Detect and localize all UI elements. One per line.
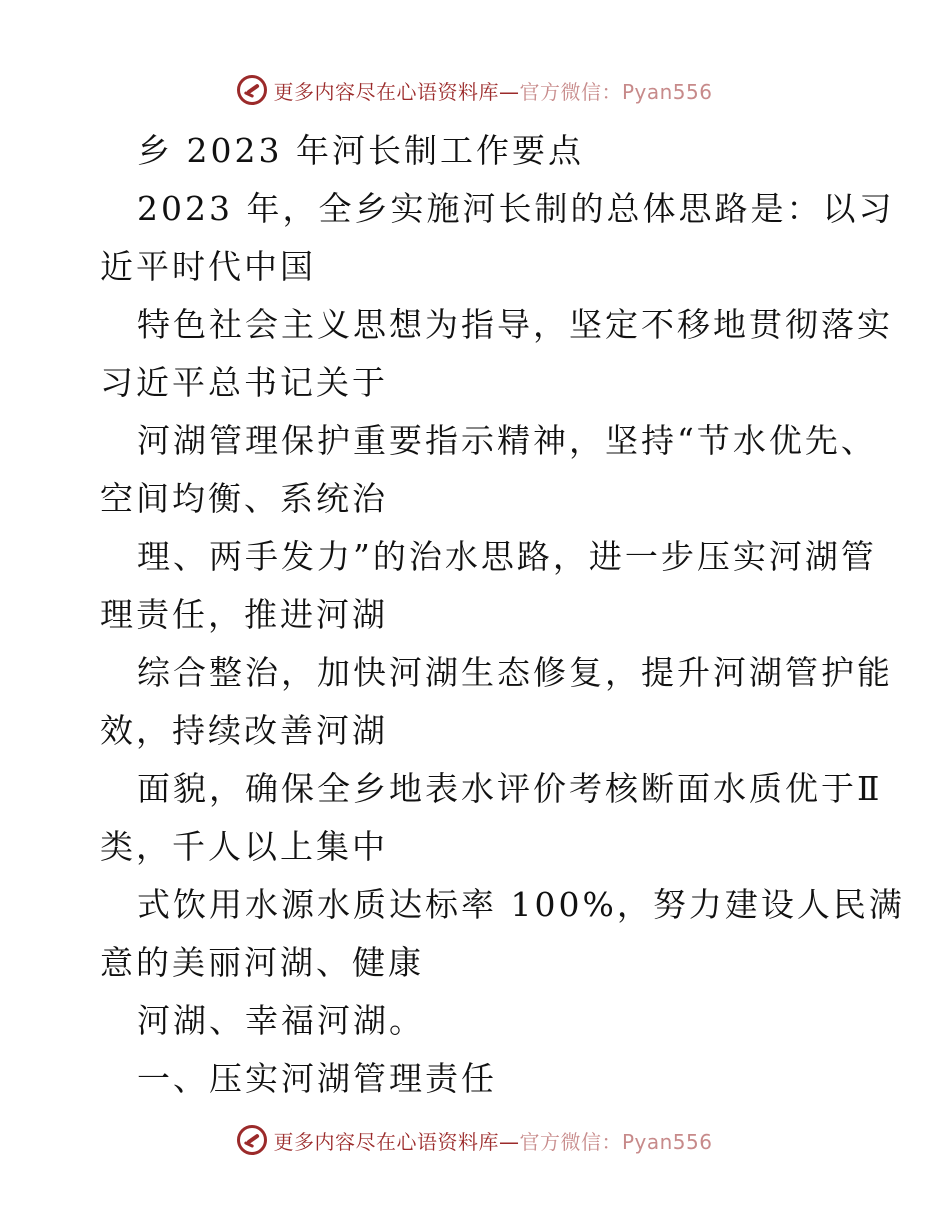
- paragraph-line: 2023 年，全乡实施河长制的总体思路是：以习: [137, 189, 895, 228]
- paragraph-line: 空间均衡、系统治: [100, 479, 388, 518]
- pen-logo-icon: [237, 75, 267, 105]
- paragraph-line: 效，持续改善河湖: [100, 711, 388, 750]
- paragraph-line: 河湖管理保护重要指示精神，坚持“节水优先、: [137, 421, 877, 460]
- paragraph-line: 意的美丽河湖、健康: [100, 943, 424, 982]
- pen-logo-icon: [237, 1125, 267, 1155]
- paragraph-line: 理、两手发力”的治水思路，进一步压实河湖管: [137, 537, 877, 576]
- paragraph-line: 类，千人以上集中: [100, 827, 388, 866]
- header-watermark-text: 更多内容尽在心语资料库—官方微信：Pyan556: [273, 79, 713, 104]
- section-heading: 一、压实河湖管理责任: [137, 1059, 497, 1098]
- paragraph-line: 综合整治，加快河湖生态修复，提升河湖管护能: [137, 653, 893, 692]
- paragraph-line: 理责任，推进河湖: [100, 595, 388, 634]
- footer-watermark: [0, 1120, 950, 1160]
- paragraph-line: 式饮用水源水质达标率 100%，努力建设人民满: [137, 885, 905, 924]
- document-title: 乡 2023 年河长制工作要点: [137, 131, 584, 170]
- paragraph-line: 面貌，确保全乡地表水评价考核断面水质优于Ⅱ: [137, 769, 883, 808]
- paragraph-line: 特色社会主义思想为指导，坚定不移地贯彻落实: [137, 305, 893, 344]
- paragraph-line: 河湖、幸福河湖。: [137, 1001, 425, 1040]
- paragraph-line: 习近平总书记关于: [100, 363, 388, 402]
- footer-watermark-text: 更多内容尽在心语资料库—官方微信：Pyan556: [273, 1129, 713, 1154]
- paragraph-line: 近平时代中国: [100, 247, 316, 286]
- header-watermark: [0, 70, 950, 110]
- document-body: [100, 122, 905, 1108]
